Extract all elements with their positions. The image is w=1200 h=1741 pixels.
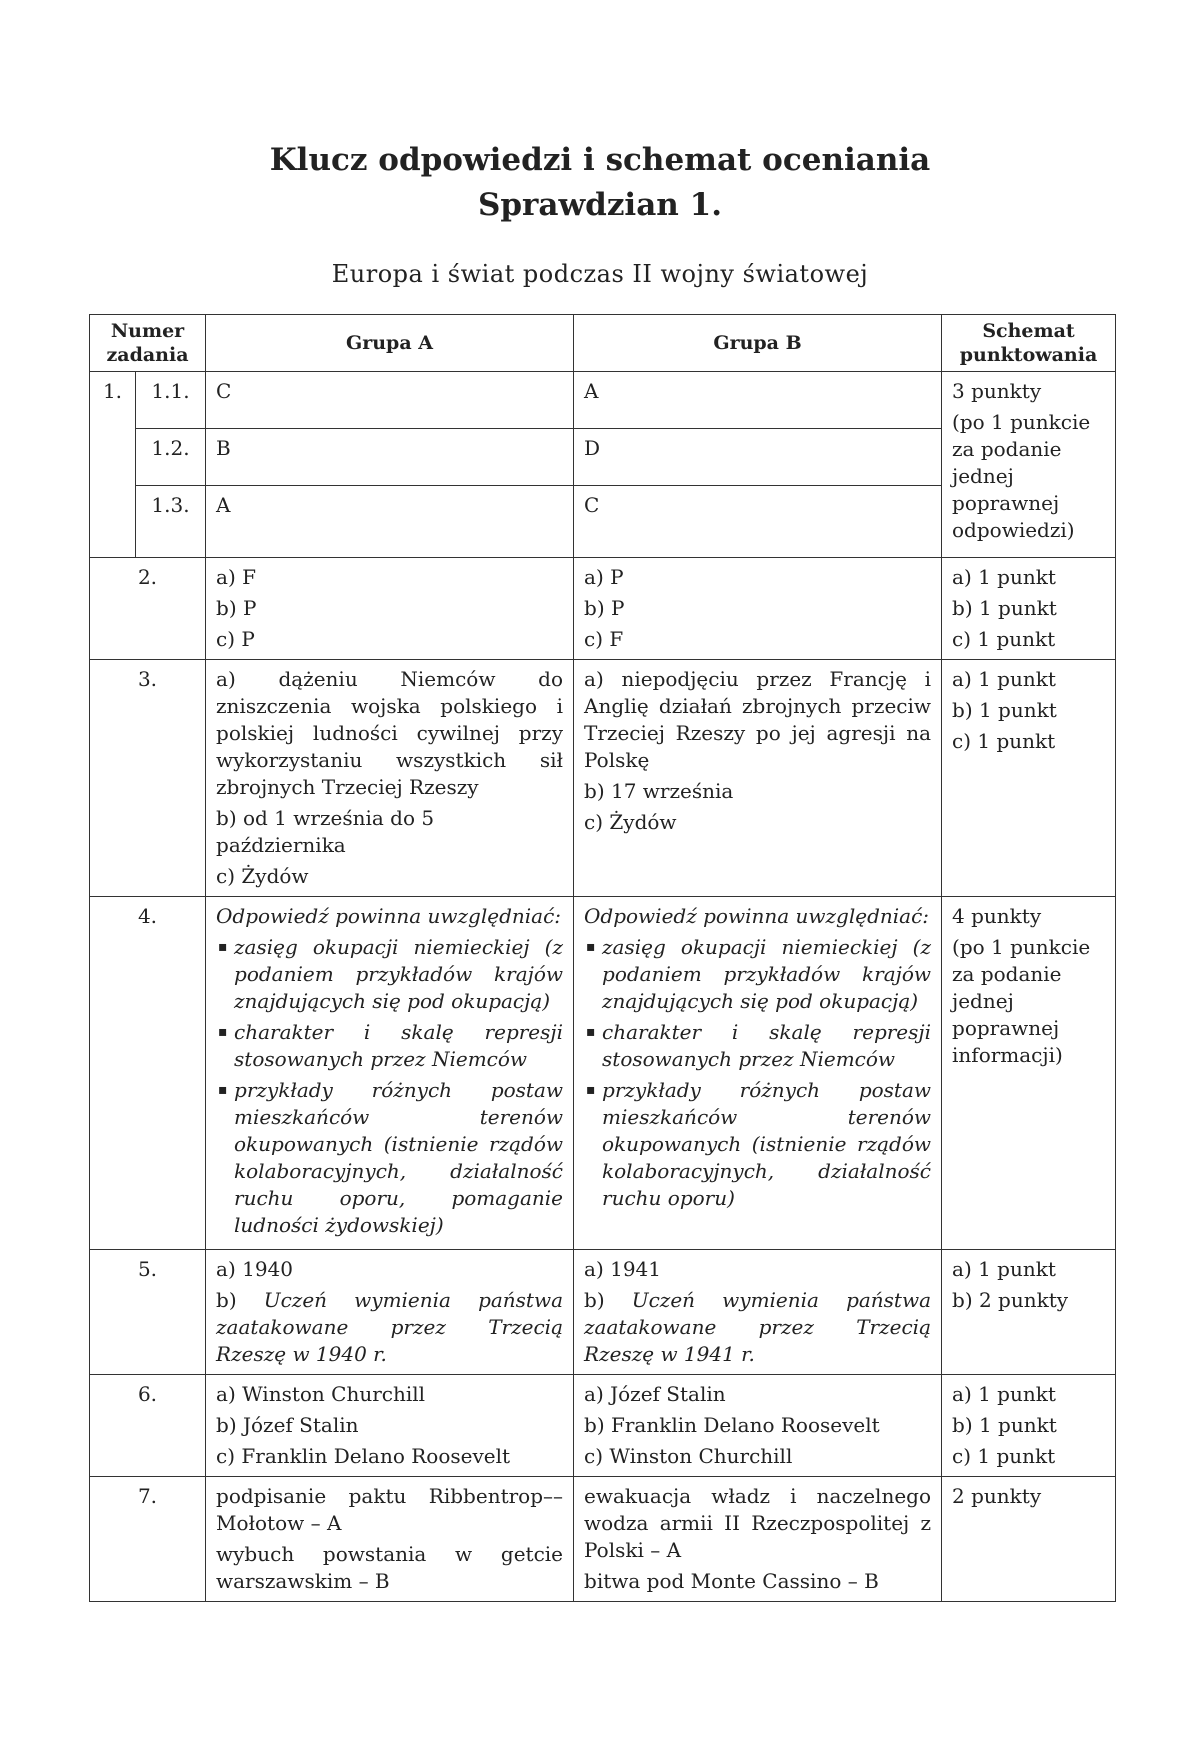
answer-text: Uczeń wymienia państwa zaatakowane przez Trzecią Rzeszę w 1940 r. (216, 1288, 564, 1366)
answer-line: bitwa pod Monte Cassino – B (584, 1569, 879, 1593)
answer-a (206, 897, 574, 1250)
subtask-number: 1.2. (136, 429, 206, 486)
list-item: ▪ charakter i skalę represji stosowanych przez Niemców (216, 1019, 563, 1073)
scoring-cell (942, 1375, 1116, 1477)
answer-b (574, 1375, 942, 1477)
table-row (90, 558, 1116, 660)
scoring-line: a) 1 punkt (952, 1257, 1056, 1281)
answer-line: a) P (584, 565, 624, 589)
answer-line: a) Winston Churchill (216, 1382, 426, 1406)
task-number: 7. (90, 1477, 206, 1602)
answer-line: podpisanie paktu Ribbentrop––Mołotow – A (216, 1484, 564, 1535)
scoring-line: c) 1 punkt (952, 1444, 1056, 1468)
subtask-number: 1.1. (136, 372, 206, 429)
answer-line: a) niepodjęciu przez Francję i Anglię działań zbrojnych przeciw Trzeciej Rzeszy po jej agresji na Polskę (584, 667, 932, 772)
answer-b (574, 558, 942, 660)
answer-line: a) 1941 (584, 1257, 661, 1281)
scoring-line: c) 1 punkt (952, 627, 1056, 651)
scoring-main: 4 punkty (952, 904, 1042, 928)
table-row (90, 897, 1116, 1250)
scoring-line: a) 1 punkt (952, 1382, 1056, 1406)
answer-line: a) dążeniu Niemców do zniszczenia wojska polskiego i polskiej ludności cywilnej przy wykorzystaniu wszystkich sił zbrojnych Trzeciej Rzeszy (216, 667, 564, 799)
answer-a (206, 660, 574, 897)
header-numer: Numer zadania (90, 315, 206, 372)
list-item: ▪ przykłady różnych postaw mieszkańców terenów okupowanych (istnienie rządów kolaboracyjnych, działalność ruchu oporu) (584, 1077, 931, 1212)
answer-b: A (574, 372, 942, 429)
scoring-cell (942, 558, 1116, 660)
answer-a: C (206, 372, 574, 429)
answer-prefix: b) (216, 1288, 264, 1312)
answer-line: a) F (216, 565, 256, 589)
scoring-line: a) 1 punkt (952, 565, 1056, 589)
answer-line: c) Żydów (216, 864, 309, 888)
answer-line: ewakuacja władz i naczelnego wodza armii II Rzeczpospolitej z Polski – A (584, 1484, 932, 1562)
answer-line: c) F (584, 627, 624, 651)
header-schemat: Schemat punktowania (942, 315, 1116, 372)
table-row (90, 660, 1116, 897)
table-row (90, 1250, 1116, 1375)
scoring-cell (942, 1477, 1116, 1602)
scoring-line: a) 1 punkt (952, 667, 1056, 691)
answer-b (574, 1250, 942, 1375)
scoring-line: b) 2 punkty (952, 1288, 1069, 1312)
list-item: ▪ przykłady różnych postaw mieszkańców terenów okupowanych (istnienie rządów kolaboracyjnych, działalność ruchu oporu, pomaganie ludności żydowskiej) (216, 1077, 563, 1239)
header-grupa-a: Grupa A (206, 315, 574, 372)
answer-text: Uczeń wymienia państwa zaatakowane przez Trzecią Rzeszę w 1941 r. (584, 1288, 932, 1366)
answer-b: D (574, 429, 942, 486)
answer-line (216, 1287, 563, 1368)
answer-a: A (206, 486, 574, 558)
subtask-number: 1.3. (136, 486, 206, 558)
scoring-line: 2 punkty (952, 1484, 1042, 1508)
answer-b: C (574, 486, 942, 558)
task-number: 4. (90, 897, 206, 1250)
answer-b (574, 660, 942, 897)
task-number: 5. (90, 1250, 206, 1375)
answer-key-table (89, 314, 1116, 1602)
scoring-cell (942, 1250, 1116, 1375)
answer-line: b) Franklin Delano Roosevelt (584, 1413, 880, 1437)
answer-a (206, 1477, 574, 1602)
answer-line: b) P (584, 596, 625, 620)
task-number: 2. (90, 558, 206, 660)
scoring-line: b) 1 punkt (952, 698, 1057, 722)
answer-intro: Odpowiedź powinna uwzględniać: (584, 904, 930, 928)
bullet-list (584, 934, 931, 1212)
scoring-note: (po 1 punkcie za podanie jednej poprawnej odpowiedzi) (952, 410, 1091, 542)
task-number: 3. (90, 660, 206, 897)
task-number: 6. (90, 1375, 206, 1477)
table-row (90, 1375, 1116, 1477)
answer-line: b) Józef Stalin (216, 1413, 359, 1437)
bullet-list (216, 934, 563, 1239)
scoring-cell (942, 897, 1116, 1250)
answer-line: c) Winston Churchill (584, 1444, 793, 1468)
answer-line: a) 1940 (216, 1257, 293, 1281)
answer-line: wybuch powstania w getcie warszawskim – B (216, 1542, 564, 1593)
test-topic: Europa i świat podczas II wojny światowej (331, 260, 869, 288)
list-item: ▪ charakter i skalę represji stosowanych przez Niemców (584, 1019, 931, 1073)
scoring-cell (942, 660, 1116, 897)
list-item: ▪ zasięg okupacji niemieckiej (z podaniem przykładów krajów znajdujących się pod okupacją) (584, 934, 931, 1015)
scoring-line: b) 1 punkt (952, 596, 1057, 620)
page-subtitle: Sprawdzian 1. (477, 187, 722, 223)
answer-line: c) Żydów (584, 810, 677, 834)
answer-a (206, 1250, 574, 1375)
answer-line: c) Franklin Delano Roosevelt (216, 1444, 511, 1468)
page-title: Klucz odpowiedzi i schemat oceniania (269, 142, 931, 178)
answer-b (574, 897, 942, 1250)
task-number: 1. (90, 372, 136, 558)
answer-line: b) od 1 września do 5 października (216, 806, 435, 857)
answer-prefix: b) (584, 1288, 632, 1312)
scoring-line: b) 1 punkt (952, 1413, 1057, 1437)
scoring-note: (po 1 punkcie za podanie jednej poprawnej informacji) (952, 935, 1091, 1067)
answer-line (584, 1287, 931, 1368)
scoring-main: 3 punkty (952, 379, 1042, 403)
list-item: ▪ zasięg okupacji niemieckiej (z podaniem przykładów krajów znajdujących się pod okupacją) (216, 934, 563, 1015)
table-row (90, 1477, 1116, 1602)
answer-b (574, 1477, 942, 1602)
scoring-cell (942, 372, 1116, 558)
answer-a (206, 558, 574, 660)
header-row (90, 315, 1116, 372)
scoring-line: c) 1 punkt (952, 729, 1056, 753)
answer-a (206, 1375, 574, 1477)
answer-line: b) 17 września (584, 779, 734, 803)
table-row (90, 372, 1116, 429)
answer-line: b) P (216, 596, 257, 620)
answer-line: c) P (216, 627, 255, 651)
answer-line: a) Józef Stalin (584, 1382, 726, 1406)
answer-intro: Odpowiedź powinna uwzględniać: (216, 904, 562, 928)
answer-a: B (206, 429, 574, 486)
header-grupa-b: Grupa B (574, 315, 942, 372)
